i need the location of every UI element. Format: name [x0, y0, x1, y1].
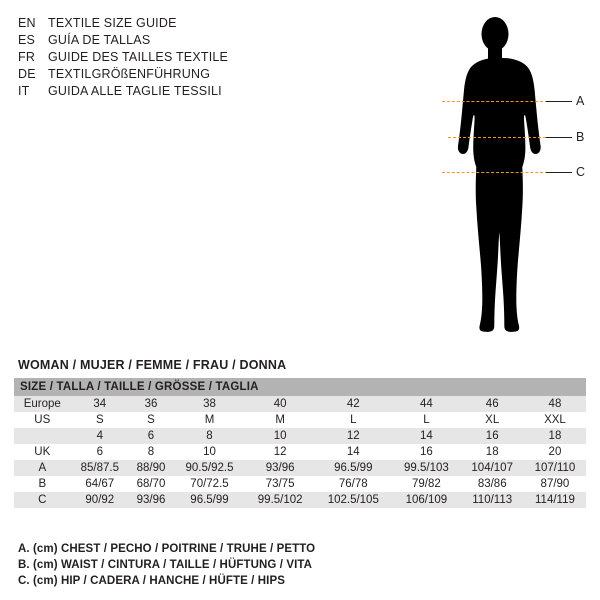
cell-uk-0: 6: [71, 444, 130, 460]
cell-a-7: 107/110: [524, 460, 586, 476]
cell-b-0: 64/67: [71, 476, 130, 492]
cell-a-1: 88/90: [129, 460, 173, 476]
row-label-us-numeric: [14, 428, 71, 444]
table-row: [14, 460, 586, 476]
table-row: [14, 444, 586, 460]
language-row-de: [18, 67, 348, 84]
cell-usnum-3: 10: [246, 428, 314, 444]
language-row-it: [18, 84, 348, 101]
language-text-fr: GUIDE DES TAILLES TEXTILE: [48, 50, 229, 64]
table-row: [14, 492, 586, 508]
table-row: [14, 412, 586, 428]
guide-label-c: C: [576, 165, 586, 179]
language-header: [18, 16, 348, 101]
cell-b-1: 68/70: [129, 476, 173, 492]
cell-europe-0: 34: [71, 396, 130, 412]
cell-us-0: S: [71, 412, 130, 428]
section-title-woman: WOMAN / MUJER / FEMME / FRAU / DONNA: [18, 358, 287, 372]
row-label-b: B: [14, 476, 71, 492]
cell-a-4: 96.5/99: [314, 460, 392, 476]
guide-line-b: [448, 137, 546, 138]
cell-uk-2: 10: [173, 444, 246, 460]
language-text-de: TEXTILGRÖßENFÜHRUNG: [48, 67, 211, 81]
cell-c-7: 114/119: [524, 492, 586, 508]
cell-europe-6: 46: [461, 396, 524, 412]
row-label-a: A: [14, 460, 71, 476]
cell-europe-4: 42: [314, 396, 392, 412]
cell-c-4: 102.5/105: [314, 492, 392, 508]
table-row: [14, 476, 586, 492]
guide-pointer-a: [546, 101, 572, 102]
cell-uk-7: 20: [524, 444, 586, 460]
cell-europe-3: 40: [246, 396, 314, 412]
table-header-label: SIZE / TALLA / TAILLE / GRÖSSE / TAGLIA: [14, 378, 586, 396]
language-text-es: GUÍA DE TALLAS: [48, 33, 151, 47]
cell-uk-4: 14: [314, 444, 392, 460]
cell-europe-7: 48: [524, 396, 586, 412]
language-text-it: GUIDA ALLE TAGLIE TESSILI: [48, 84, 222, 98]
cell-a-6: 104/107: [461, 460, 524, 476]
cell-a-3: 93/96: [246, 460, 314, 476]
language-row-en: [18, 16, 348, 33]
cell-c-3: 99.5/102: [246, 492, 314, 508]
language-code-fr: FR: [18, 50, 36, 64]
cell-b-3: 73/75: [246, 476, 314, 492]
cell-b-2: 70/72.5: [173, 476, 246, 492]
cell-us-6: XL: [461, 412, 524, 428]
size-table: [14, 378, 586, 508]
cell-europe-1: 36: [129, 396, 173, 412]
legend-line-a: A. (cm) CHEST / PECHO / POITRINE / TRUHE / PETTO: [18, 543, 316, 555]
guide-pointer-c: [546, 172, 572, 173]
language-code-it: IT: [18, 84, 30, 98]
cell-b-4: 76/78: [314, 476, 392, 492]
cell-europe-5: 44: [392, 396, 460, 412]
table-row: [14, 396, 586, 412]
guide-line-c: [442, 172, 548, 173]
row-label-uk: UK: [14, 444, 71, 460]
cell-uk-5: 16: [392, 444, 460, 460]
cell-usnum-4: 12: [314, 428, 392, 444]
cell-uk-3: 12: [246, 444, 314, 460]
row-label-c: C: [14, 492, 71, 508]
cell-usnum-1: 6: [129, 428, 173, 444]
cell-usnum-6: 16: [461, 428, 524, 444]
row-label-europe: Europe: [14, 396, 71, 412]
cell-us-3: M: [246, 412, 314, 428]
row-label-us: US: [14, 412, 71, 428]
cell-c-6: 110/113: [461, 492, 524, 508]
cell-c-0: 90/92: [71, 492, 130, 508]
table-row: [14, 428, 586, 444]
cell-b-7: 87/90: [524, 476, 586, 492]
cell-uk-6: 18: [461, 444, 524, 460]
language-row-fr: [18, 50, 348, 67]
cell-europe-2: 38: [173, 396, 246, 412]
guide-line-a: [442, 101, 548, 102]
guide-label-a: A: [576, 94, 585, 108]
cell-us-2: M: [173, 412, 246, 428]
measurement-legend: [18, 541, 578, 589]
cell-us-4: L: [314, 412, 392, 428]
language-code-de: DE: [18, 67, 36, 81]
cell-a-0: 85/87.5: [71, 460, 130, 476]
cell-c-2: 96.5/99: [173, 492, 246, 508]
language-code-en: EN: [18, 16, 36, 30]
legend-line-c: C. (cm) HIP / CADERA / HANCHE / HÜFTE / HIPS: [18, 575, 286, 587]
table-header-row: [14, 378, 586, 396]
guide-pointer-b: [546, 137, 572, 138]
silhouette-icon: [420, 8, 590, 378]
cell-c-1: 93/96: [129, 492, 173, 508]
female-silhouette-figure: [420, 8, 590, 378]
cell-usnum-7: 18: [524, 428, 586, 444]
legend-line-b: B. (cm) WAIST / CINTURA / TAILLE / HÜFTUNG / VITA: [18, 559, 313, 571]
cell-a-2: 90.5/92.5: [173, 460, 246, 476]
cell-us-7: XXL: [524, 412, 586, 428]
cell-us-5: L: [392, 412, 460, 428]
guide-label-b: B: [576, 130, 585, 144]
language-code-es: ES: [18, 33, 36, 47]
cell-b-6: 83/86: [461, 476, 524, 492]
cell-a-5: 99.5/103: [392, 460, 460, 476]
cell-usnum-0: 4: [71, 428, 130, 444]
cell-us-1: S: [129, 412, 173, 428]
cell-c-5: 106/109: [392, 492, 460, 508]
cell-b-5: 79/82: [392, 476, 460, 492]
cell-uk-1: 8: [129, 444, 173, 460]
language-row-es: [18, 33, 348, 50]
language-text-en: TEXTILE SIZE GUIDE: [48, 16, 177, 30]
cell-usnum-2: 8: [173, 428, 246, 444]
cell-usnum-5: 14: [392, 428, 460, 444]
